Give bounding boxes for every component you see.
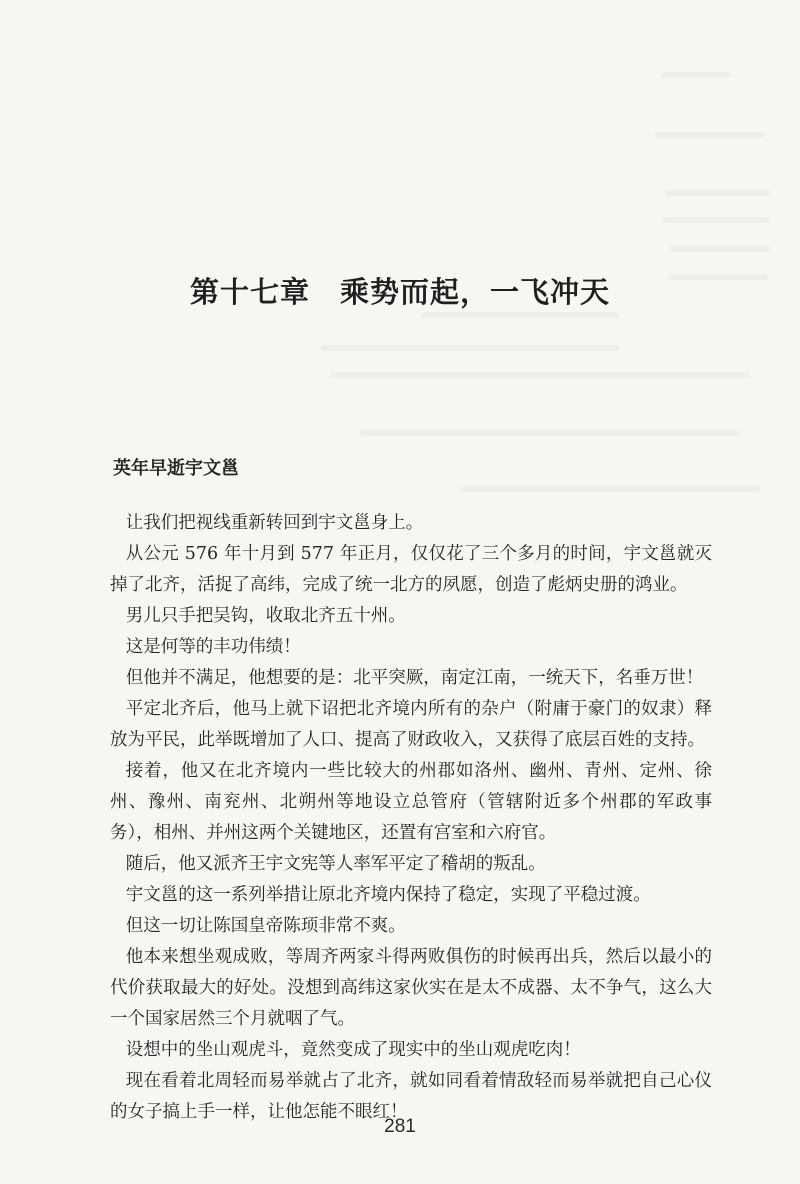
paragraph: 接着，他又在北齐境内一些比较大的州郡如洛州、幽州、青州、定州、徐州、豫州、南兖州、北朔州等地设立总管府（管辖附近多个州郡的军政事务），相州、并州这两个关键地区，还置有宫室和六府官。: [110, 761, 712, 843]
bleed-through-line: [420, 312, 620, 318]
bleed-through-line: [662, 217, 770, 223]
paragraph: 随后，他又派齐王宇文宪等人率军平定了稽胡的叛乱。: [125, 854, 546, 874]
chapter-title: 第十七章 乘势而起，一飞冲天: [189, 275, 610, 309]
paragraph: 宇文邕的这一系列举措让原北齐境内保持了稳定，实现了平稳过渡。: [125, 885, 651, 905]
bleed-through-line: [655, 132, 765, 138]
paragraph: 设想中的坐山观虎斗，竟然变成了现实中的坐山观虎吃肉！: [125, 1040, 581, 1060]
paragraph: 但这一切让陈国皇帝陈顼非常不爽。: [125, 916, 406, 936]
bleed-through-line: [330, 372, 750, 378]
paragraph: 这是何等的丰功伟绩！: [125, 637, 301, 657]
bleed-through-line: [660, 72, 730, 78]
section-heading: 英年早逝宇文邕: [113, 458, 239, 479]
paragraph: 从公元 576 年十月到 577 年正月，仅仅花了三个多月的时间，宇文邕就灭掉了北齐，活捉了高纬，完成了统一北方的夙愿，创造了彪炳史册的鸿业。: [110, 544, 712, 595]
bleed-through-line: [360, 430, 740, 436]
paragraph: 但他并不满足，他想要的是：北平突厥，南定江南，一统天下，名垂万世！: [125, 668, 704, 688]
paragraph: 他本来想坐观成败，等周齐两家斗得两败俱伤的时候再出兵，然后以最小的代价获取最大的好处。没想到高纬这家伙实在是太不成器、太不争气，这么大一个国家居然三个月就咽了气。: [110, 947, 712, 1029]
paragraph: 平定北齐后，他马上就下诏把北齐境内所有的杂户（附庸于豪门的奴隶）释放为平民，此举既增加了人口、提高了财政收入，又获得了底层百姓的支持。: [110, 699, 712, 750]
bleed-through-line: [460, 486, 760, 492]
paragraph: 现在看着北周轻而易举就占了北齐，就如同看着情敌轻而易举就把自己心仪的女子搞上手一样，让他怎能不眼红！: [110, 1071, 712, 1122]
page-number: 281: [384, 1116, 416, 1137]
paragraph: 让我们把视线重新转回到宇文邕身上。: [125, 513, 424, 533]
bleed-through-line: [320, 345, 620, 351]
body-text: [110, 508, 712, 1128]
paragraph: 男儿只手把吴钩，收取北齐五十州。: [125, 606, 406, 626]
bleed-through-line: [670, 246, 770, 252]
bleed-through-line: [665, 190, 770, 196]
